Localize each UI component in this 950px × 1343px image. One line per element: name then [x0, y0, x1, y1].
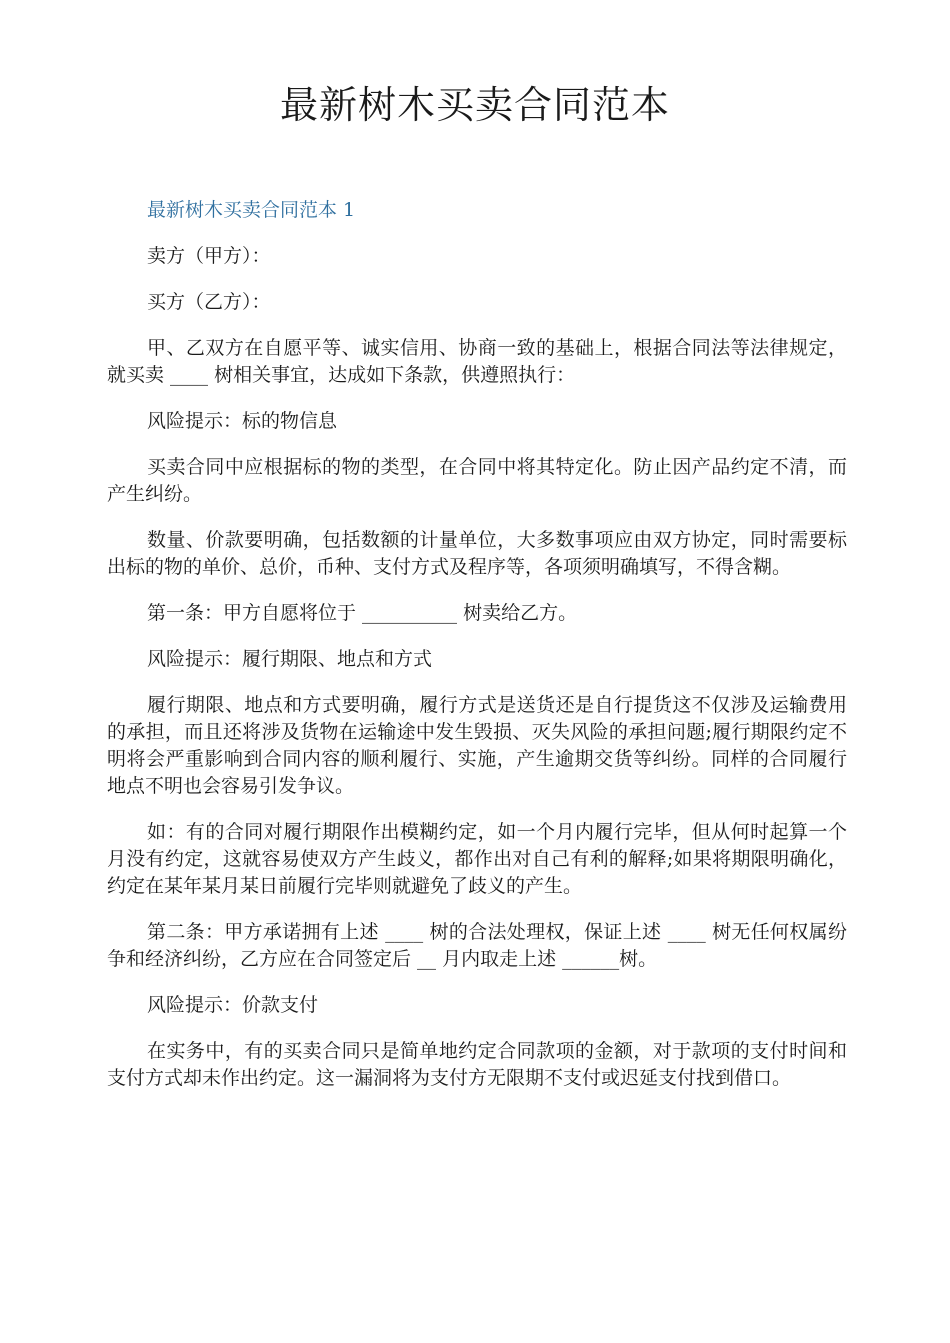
- section-subtitle: 最新树木买卖合同范本 1: [147, 199, 356, 221]
- risk-note-heading: 风险提示：标的物信息: [147, 410, 338, 432]
- article-one: 第一条：甲方自愿将位于 __________ 树卖给乙方。: [147, 602, 578, 624]
- body-paragraph: 如：有的合同对履行期限作出模糊约定，如一个月内履行完毕，但从何时起算一个月没有约定，这就容易使双方产生歧义，都作出对自己有利的解释;如果将期限明确化，约定在某年某月某日前履行完毕则就避免了歧义的产生。: [107, 821, 847, 897]
- body-paragraph: 在实务中，有的买卖合同只是简单地约定合同款项的金额，对于款项的支付时间和支付方式却未作出约定。这一漏洞将为支付方无限期不支付或迟延支付找到借口。: [107, 1040, 847, 1089]
- preamble-paragraph: 甲、乙双方在自愿平等、诚实信用、协商一致的基础上，根据合同法等法律规定，就买卖 ____ 树相关事宜，达成如下条款，供遵照执行：: [107, 337, 847, 386]
- body-paragraph: 买卖合同中应根据标的物的类型，在合同中将其特定化。防止因产品约定不清，而产生纠纷。: [107, 456, 847, 505]
- risk-note-heading: 风险提示：履行期限、地点和方式: [147, 648, 433, 670]
- body-paragraph: 履行期限、地点和方式要明确，履行方式是送货还是自行提货这不仅涉及运输费用的承担，而且还将涉及货物在运输途中发生毁损、灭失风险的承担问题;履行期限约定不明将会严重影响到合同内容的顺利履行、实施，产生逾期交货等纠纷。同样的合同履行地点不明也会容易引发争议。: [107, 694, 847, 797]
- seller-line: 卖方（甲方）：: [147, 245, 271, 267]
- body-paragraph: 数量、价款要明确，包括数额的计量单位，大多数事项应由双方协定，同时需要标出标的物的单价、总价，币种、支付方式及程序等，各项须明确填写，不得含糊。: [107, 529, 847, 578]
- document-title: 最新树木买卖合同范本: [279, 83, 670, 127]
- risk-note-heading: 风险提示：价款支付: [147, 994, 319, 1016]
- buyer-line: 买方（乙方）：: [147, 291, 271, 313]
- article-two: 第二条：甲方承诺拥有上述 ____ 树的合法处理权，保证上述 ____ 树无任何权属纷争和经济纠纷，乙方应在合同签定后 __ 月内取走上述 ______树。: [107, 921, 847, 970]
- document-body: [107, 197, 847, 1111]
